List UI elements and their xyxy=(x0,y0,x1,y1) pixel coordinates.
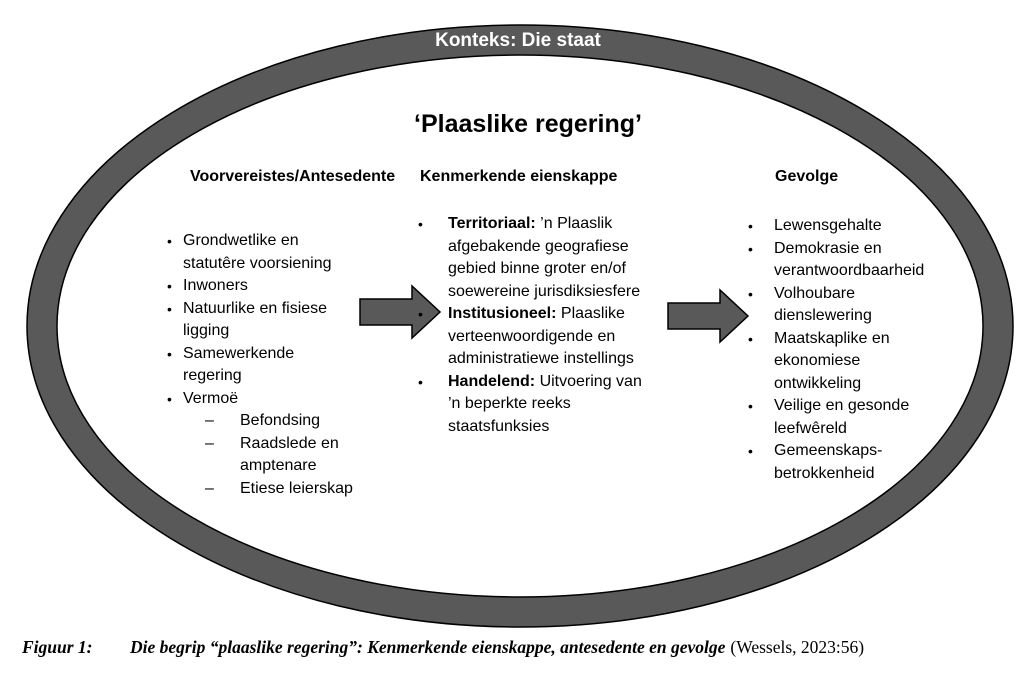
list-item-rest: Plaaslike verteenwoordigende en administratiewe instellings xyxy=(448,305,634,367)
bullet-icon: • xyxy=(748,240,753,257)
column-header-prerequisites: Voorvereistes/Antesedente xyxy=(190,168,396,185)
figure-caption-text: Die begrip “plaaslike regering”: Kenmerkende eienskappe, antesedente en gevolge xyxy=(130,637,726,657)
figure-caption-source: (Wessels, 2023:56) xyxy=(730,637,865,657)
list-item xyxy=(748,215,948,238)
context-band-label: Konteks: Die staat xyxy=(435,30,601,51)
bullet-icon: • xyxy=(167,345,172,362)
list-item xyxy=(418,371,658,439)
figure-caption-label: Figuur 1: xyxy=(22,637,93,657)
list-item-text: Veilige en gesonde leefwêreld xyxy=(774,397,910,437)
figure-caption-body xyxy=(130,637,864,658)
bullet-icon: • xyxy=(167,300,172,317)
list-item-text: Inwoners xyxy=(183,277,248,294)
sub-list-item-text: Befondsing xyxy=(240,412,321,429)
list-item xyxy=(748,440,948,485)
list-item-rest: ’n Plaaslik afgebakende geografiese gebied binne groter en/of soewereine jurisdiksiesfere xyxy=(448,215,641,300)
characteristics-list xyxy=(418,213,658,438)
sub-list-item xyxy=(205,410,362,433)
bullet-icon: • xyxy=(418,216,423,232)
bullet-icon: • xyxy=(418,306,423,322)
list-item xyxy=(167,298,362,343)
bullet-icon: • xyxy=(748,443,753,459)
diagram-title: ‘Plaaslike regering’ xyxy=(414,110,642,138)
list-item-text: Maatskaplike en ekonomiese ontwikkeling xyxy=(774,329,890,392)
column-header-consequences: Gevolge xyxy=(775,168,839,185)
list-item xyxy=(748,328,948,396)
dash-icon: – xyxy=(205,434,214,452)
list-item-lead: Institusioneel: xyxy=(448,305,557,322)
list-item xyxy=(748,283,948,328)
list-item xyxy=(167,343,362,388)
list-item-text: Grondwetlike en statutêre voorsiening xyxy=(183,232,332,272)
list-item xyxy=(167,230,362,275)
dash-icon: – xyxy=(205,412,214,429)
sub-list-item-text: Raadslede en amptenare xyxy=(240,434,339,474)
list-item-text: Demokrasie en verantwoordbaarheid xyxy=(774,239,925,279)
bullet-icon: • xyxy=(748,398,753,414)
list-item-text xyxy=(448,213,646,303)
list-item-lead: Territoriaal: xyxy=(448,215,536,232)
consequences-list xyxy=(748,215,948,485)
list-item xyxy=(167,275,362,298)
list-item xyxy=(167,388,362,411)
list-item-text: Lewensgehalte xyxy=(774,217,882,234)
list-item-rest: Uitvoering van ’n beperkte reeks staatsfunksies xyxy=(448,372,642,435)
list-item-text: Samewerkende regering xyxy=(183,344,295,384)
bullet-icon: • xyxy=(167,390,172,407)
column-header-characteristics: Kenmerkende eienskappe xyxy=(420,168,618,185)
list-item-text: Vermoë xyxy=(183,389,239,407)
prerequisites-list xyxy=(167,230,362,500)
bullet-icon: • xyxy=(748,330,753,347)
list-item-text: Natuurlike en fisiese ligging xyxy=(183,299,328,339)
bullet-icon: • xyxy=(167,278,172,294)
list-item-lead: Handelend: xyxy=(448,372,536,390)
figure-caption xyxy=(22,637,864,658)
list-item-text: Gemeenskaps-betrokkenheid xyxy=(774,442,883,482)
sub-list-item xyxy=(205,433,362,478)
bullet-icon: • xyxy=(748,285,753,302)
bullet-icon: • xyxy=(167,233,172,249)
list-item-text xyxy=(448,303,646,371)
dash-icon: – xyxy=(205,479,214,497)
bullet-icon: • xyxy=(418,373,423,390)
list-item-text: Volhoubare dienslewering xyxy=(774,284,872,324)
sub-list-item xyxy=(205,478,362,501)
list-item xyxy=(418,213,658,303)
bullet-icon: • xyxy=(748,218,753,234)
list-item xyxy=(418,303,658,371)
list-item xyxy=(748,395,948,440)
list-item xyxy=(748,238,948,283)
list-item-text xyxy=(448,371,646,439)
sub-list-item-text: Etiese leierskap xyxy=(240,479,353,497)
